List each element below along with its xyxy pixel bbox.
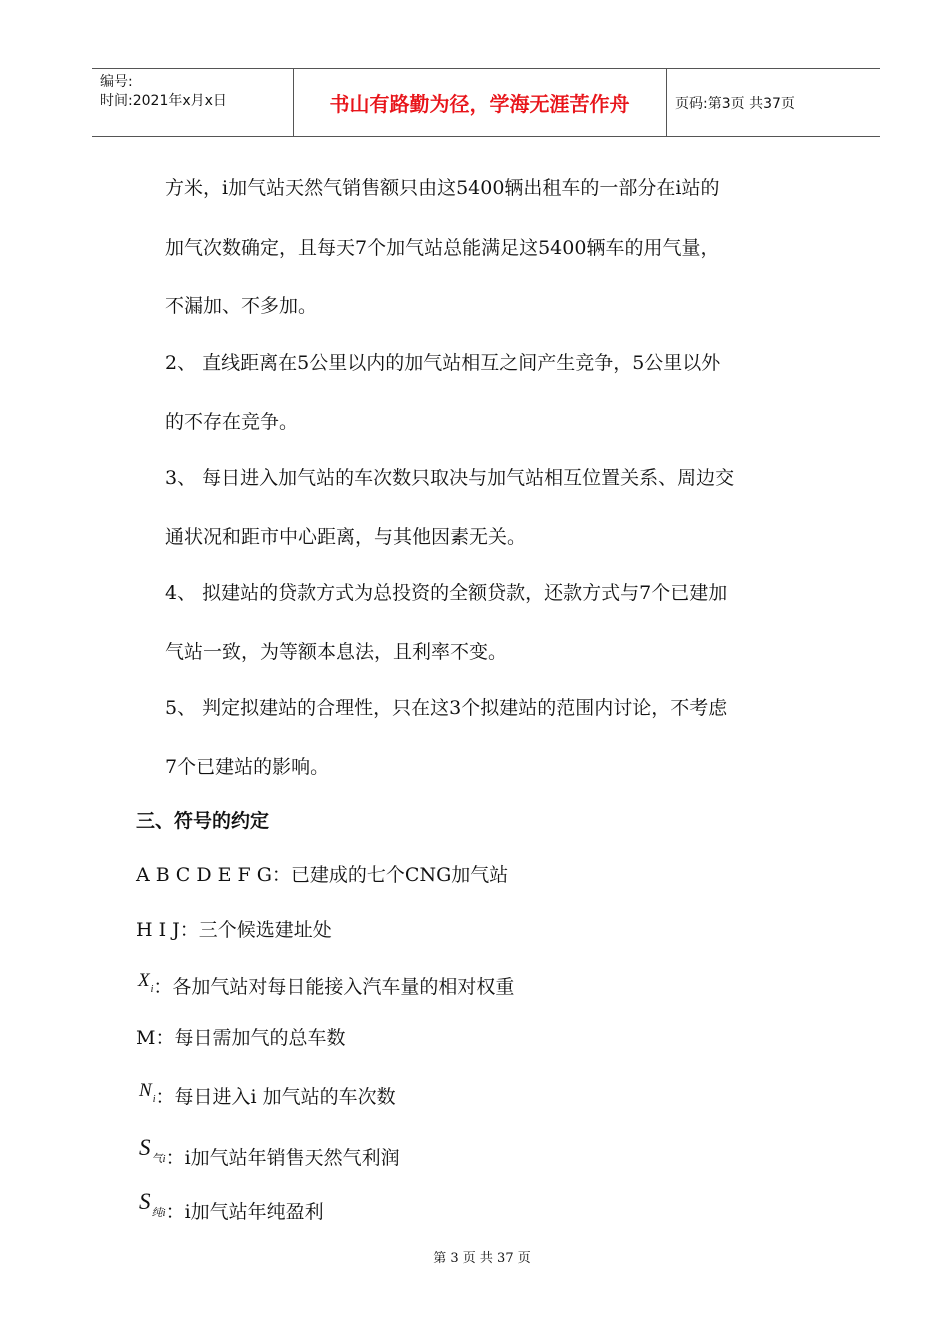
section-heading: 三、符号的约定 bbox=[136, 810, 270, 832]
page-header bbox=[92, 68, 880, 137]
definition-text: ：每日进入i 加气站的车次数 bbox=[155, 1086, 396, 1108]
definition-text: ：各加气站对每日能接入汽车量的相对权重 bbox=[153, 976, 515, 998]
paragraph-line: 的不存在竞争。 bbox=[165, 411, 299, 433]
definition-line bbox=[136, 860, 508, 887]
time-label: 时间:2021年x月x日 bbox=[100, 93, 227, 109]
paragraph-line: 2、 直线距离在5公里以内的加气站相互之间产生竞争，5公里以外 bbox=[165, 352, 721, 374]
paragraph-line: 气站一致，为等额本息法，且利率不变。 bbox=[165, 641, 508, 663]
paragraph-line: 不漏加、不多加。 bbox=[165, 295, 318, 317]
definition-line bbox=[139, 1189, 324, 1224]
math-symbol: $X_i$ bbox=[138, 970, 154, 995]
definition-line bbox=[136, 915, 332, 942]
definition-text: ：i加气站年销售天然气利润 bbox=[165, 1147, 400, 1169]
definition-line bbox=[139, 1135, 400, 1170]
header-meta bbox=[100, 73, 227, 111]
definition-line bbox=[139, 1082, 396, 1109]
serial-label: 编号: bbox=[100, 74, 133, 90]
header-motto: 书山有路勤为径，学海无涯苦作舟 bbox=[329, 92, 630, 116]
paragraph-line: 方米，i加气站天然气销售额只由这5400辆出租车的一部分在i站的 bbox=[165, 177, 720, 199]
math-symbol: $S_{纯i}$ bbox=[139, 1189, 166, 1219]
paragraph-line: 4、 拟建站的贷款方式为总投资的全额贷款，还款方式与7个已建加 bbox=[165, 582, 728, 604]
paragraph-line: 通状况和距市中心距离，与其他因素无关。 bbox=[165, 526, 527, 548]
header-page-info: 页码:第3页 共37页 bbox=[675, 95, 795, 112]
paragraph-line: 加气次数确定，且每天7个加气站总能满足这5400辆车的用气量， bbox=[165, 237, 720, 259]
definition-text: M：每日需加气的总车数 bbox=[136, 1027, 346, 1049]
math-symbol: $S_{气i}$ bbox=[139, 1135, 166, 1165]
paragraph-line: 3、 每日进入加气站的车次数只取决与加气站相互位置关系、周边交 bbox=[165, 467, 735, 489]
definition-text: H I J：三个候选建址处 bbox=[136, 919, 332, 941]
definition-line bbox=[138, 972, 514, 999]
math-symbol: $N_i$ bbox=[139, 1080, 156, 1105]
paragraph-line: 7个已建站的影响。 bbox=[165, 756, 330, 778]
definition-text: A B C D E F G：已建成的七个CNG加气站 bbox=[136, 864, 509, 886]
definition-line bbox=[136, 1023, 345, 1050]
page-footer: 第 3 页 共 37 页 bbox=[433, 1251, 531, 1266]
header-divider bbox=[666, 69, 667, 136]
definition-text: ：i加气站年纯盈利 bbox=[165, 1201, 324, 1223]
paragraph-line: 5、 判定拟建站的合理性，只在这3个拟建站的范围内讨论，不考虑 bbox=[165, 697, 728, 719]
